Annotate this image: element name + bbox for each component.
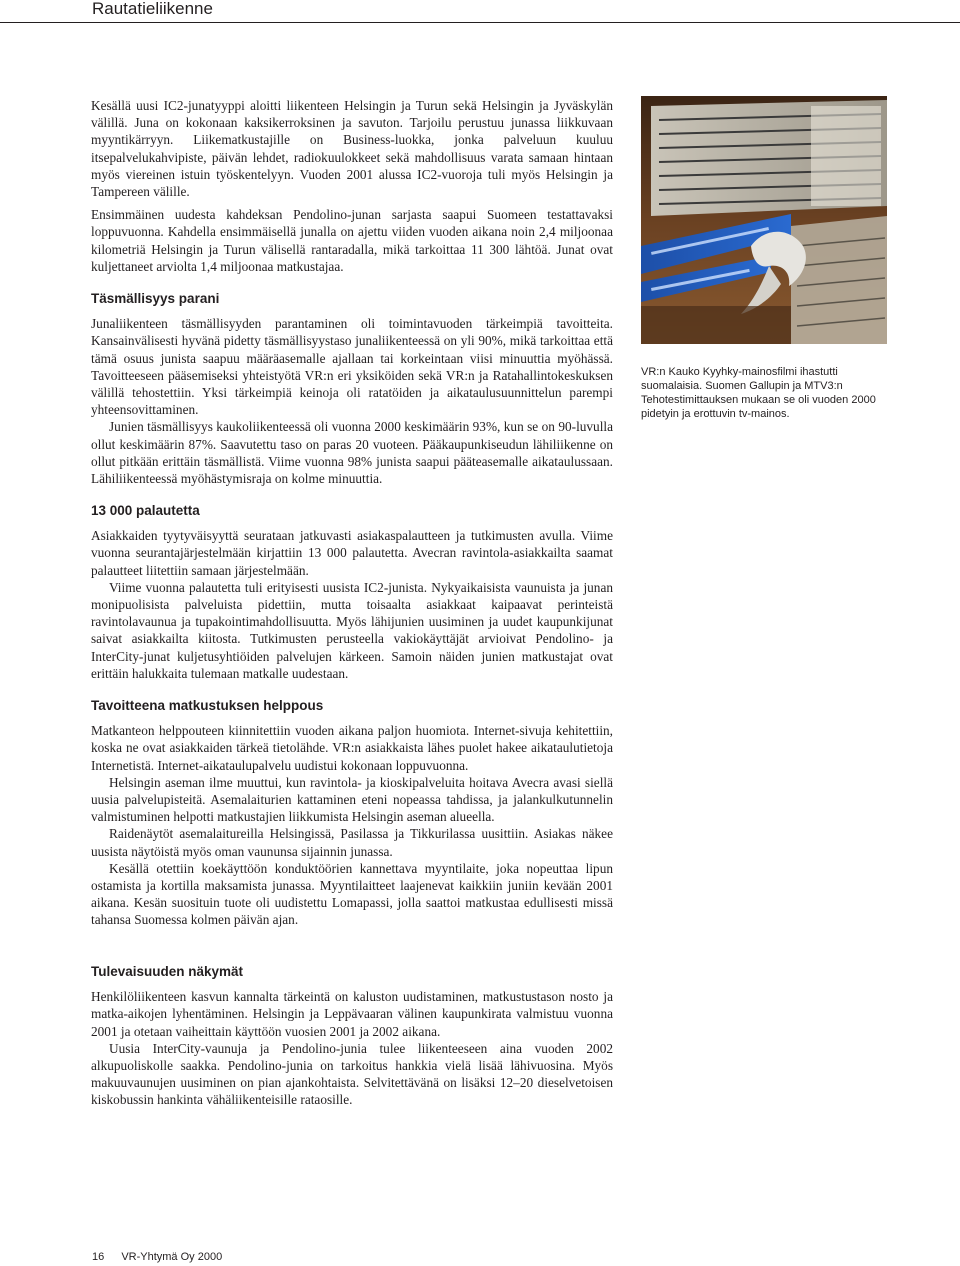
page-number: 16 (92, 1251, 105, 1263)
body-paragraph: Ensimmäinen uudesta kahdeksan Pendolino-junan sarjasta saapui Suomeen testattavaksi loppuvuonna. Kahdella ensimmäisellä junalla on ajettu viiden vuoden aikana noin 2,4 miljoonaa kilometriä Helsingin ja Turun välisellä rantaradalla, mikä tarkoittaa 11 300 lähtöä. Junat ovat kuljettaneet arviolta 1,4 miljoonaa matkustajaa. (91, 207, 613, 274)
body-paragraph: Helsingin aseman ilme muuttui, kun ravintola- ja kioskipalveluita hoitava Avecra avasi siellä uusia palvelupisteitä. Asemalaiturien kattaminen eteni nopeassa tahdissa, ja jalankulkutunnelin valmistuminen helpotti matkustajien liikkumista Helsingin aseman alueella. (91, 774, 613, 825)
body-paragraph: Uusia InterCity-vaunuja ja Pendolino-junia tulee liikenteeseen aina vuoden 2002 alkupuoliskolle saakka. Pendolino-junia on tarkoitus hankkia vielä lisää lähivuosina. Myös makuuvaunujen uusiminen on pian ajankohtaista. Selvitettävänä on lisäksi 12–20 dieselvetoisen kiskobussin hankinta vähäliikenteisille rataosille. (91, 1040, 613, 1108)
station-timetable-photo (641, 96, 887, 344)
footer-company: VR-Yhtymä Oy 2000 (121, 1251, 223, 1263)
section-title: Rautatieliikenne (92, 0, 213, 18)
intro-section (91, 97, 613, 275)
photo-caption: VR:n Kauko Kyyhky-mainosfilmi ihastutti suomalaisia. Suomen Gallupin ja MTV3:n Tehotestimittauksen mukaan se oli vuoden 2000 pidetyin ja erottuvin tv-mainos. (641, 366, 876, 420)
section-heading: 13 000 palautetta (91, 503, 200, 518)
body-paragraph: Asiakkaiden tyytyväisyyttä seurataan jatkuvasti asiakaspalautteen ja tutkimusten avulla. Viime vuonna seurantajärjestelmään kirjattiin 13 000 palautetta. Avecran ravintola-asiakkailta saamat palautteet liitettiin samaan järjestelmään. (91, 528, 613, 578)
body-paragraph: Henkilöliikenteen kasvun kannalta tärkeintä on kaluston uudistaminen, matkustustason nosto ja matka-aikojen lyhentäminen. Helsingin ja Leppävaaran välinen kaupunkirata valmistuu vuonna 2001 ja otetaan vaiheittain käyttöön vuosien 2001 ja 2002 aikana. (91, 989, 613, 1039)
header-rule (0, 22, 960, 23)
body-paragraph: Junaliikenteen täsmällisyyden parantaminen oli toimintavuoden tärkeimpiä tavoitteita. Kansainvälisesti hyvänä pidetty täsmällisyystaso junaliikenteessä on yli 90%, mikä tarkoittaa että tämä osuus junista saapuu määräasemalle ajallaan tai korkeintaan viisi minuuttia myöhässä. Tavoitteeseen pääsemiseksi yhteistyötä VR:n eri yksiköiden sekä VR:n ja Ratahallintokeskuksen välillä tehostettiin. Yksi tärkeimpiä keinoja oli ratatöiden ja aikataulusuunnittelun parempi yhteensovittaminen. (91, 316, 613, 418)
body-paragraph: Junien täsmällisyys kaukoliikenteessä oli vuonna 2000 keskimäärin 93%, kun se on 90-luvulla ollut keskimäärin 87%. Saavutettu taso on paras 20 vuoteen. Pääkaupunkiseudun lähiliikenne on ollut pitkään erittäin täsmällistä. Viime vuonna 98% junista saapui pääteasemalle aikataulussaan. Lähiliikenteessä myöhästymisraja on kolme minuuttia. (91, 419, 613, 487)
section-heading: Täsmällisyys parani (91, 291, 220, 306)
page-footer (92, 1251, 236, 1263)
body-paragraph: Matkanteon helppouteen kiinnitettiin vuoden aikana paljon huomiota. Internet-sivuja kehitettiin, koska ne ovat asiakkaiden tärkeä tietolähde. VR:n asiakkaista lähes puolet hakee aikataulutietoja Internetistä. Internet-aikataulupalvelu uudistui kokonaan loppuvuonna. (91, 723, 613, 773)
body-paragraph: Kesällä otettiin koekäyttöön konduktöörien kannettava myyntilaite, joka nopeuttaa lipun ostamista ja kortilla maksamista junassa. Myyntilaitteet laajenevat kaikkiin juniin kevään 2001 aikana. Kesän suosituin tuote oli uudistettu Lomapassi, jolla saattoi matkustaa edullisesti missä tahansa Suomessa kolmen päivän ajan. (91, 860, 613, 928)
body-paragraph: Viime vuonna palautetta tuli erityisesti uusista IC2-junista. Nykyaikaisista vaunuista ja junan monipuolisista palveluista pidettiin, mutta toisaalta asiakkaat kaipaavat perinteistä ravintolavaunua ja tupakointimahdollisuutta. Myös lähijunien uusiminen ja uudet kaupunkijunat saivat asiakkailta kiitosta. Tutkimusten perusteella vakiokäyttäjät arvioivat Pendolino- ja InterCity-junat kuljetusyhtiöiden palvelujen kärkeen. Samoin näiden junien matkustajat ovat erittäin halukkaita tulemaan matkalle uudestaan. (91, 579, 613, 681)
section-feedback (91, 502, 613, 682)
section-heading: Tavoitteena matkustuksen helppous (91, 698, 324, 713)
section-punctuality (91, 290, 613, 487)
page-header (0, 0, 960, 22)
body-paragraph: Kesällä uusi IC2-junatyyppi aloitti liikenteen Helsingin ja Turun sekä Helsingin ja Jyväskylän välillä. Juna on kokonaan kaksikerroksinen ja savuton. Tarjoilu perustuu junassa liikkuvaan myyntikärryyn. Liikematkustajille on Business-luokka, jonka palveluun kuuluu itsepalvelukahvipiste, päivän lehdet, radiokuulokkeet sekä mahdollisuus varata samaan hintaan myös viereinen istuin työskentelyyn. Vuoden 2001 alussa IC2-vuoroja tuli myös Helsingin ja Tampereen välille. (91, 98, 613, 200)
body-paragraph: Raidenäytöt asemalaitureilla Helsingissä, Pasilassa ja Tikkurilassa uusittiin. Asiakas näkee uusista näytöistä myös oman vaununsa sijainnin junassa. (91, 826, 613, 859)
section-outlook (91, 963, 613, 1109)
section-heading: Tulevaisuuden näkymät (91, 964, 244, 979)
section-ease-of-travel (91, 697, 613, 929)
